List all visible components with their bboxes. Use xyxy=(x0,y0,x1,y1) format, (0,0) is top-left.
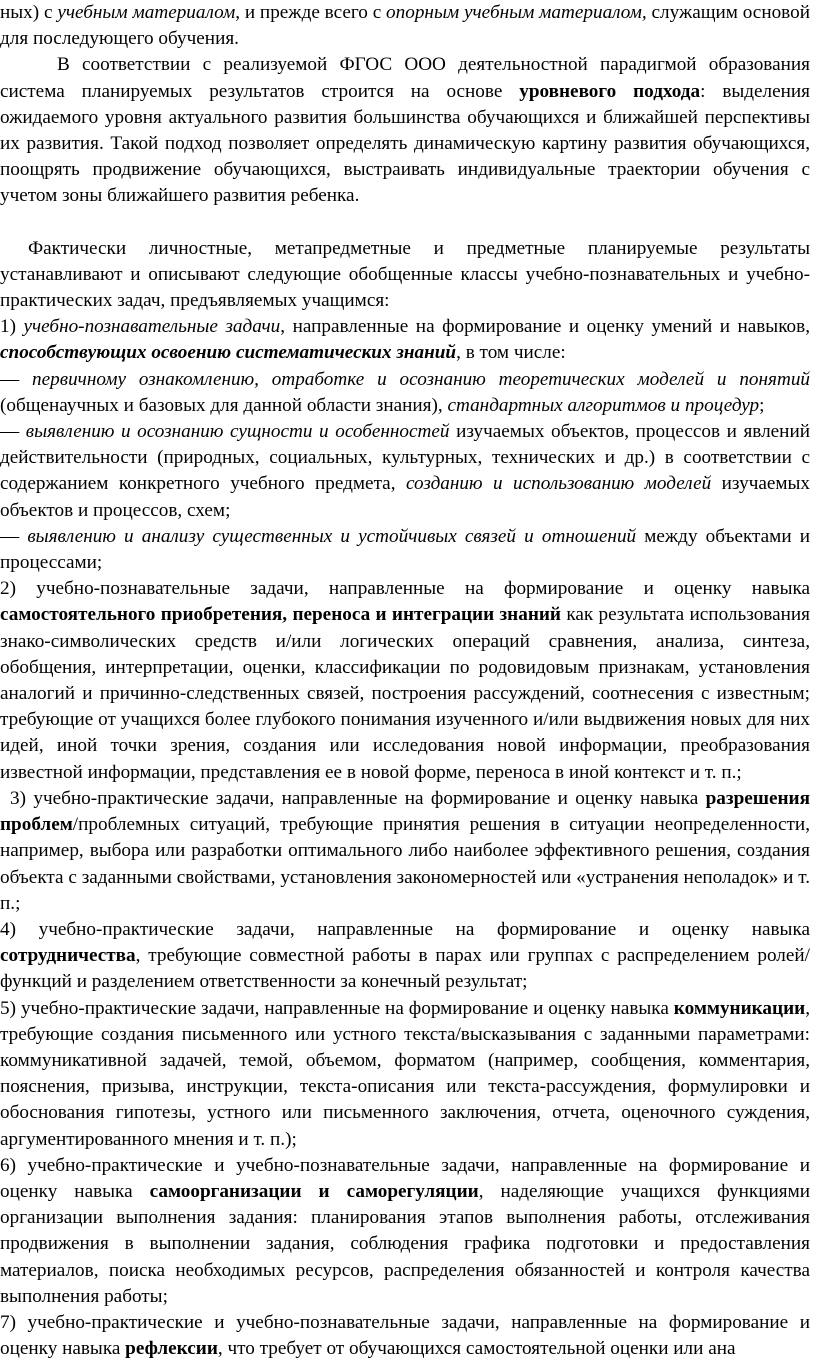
text-run: , требующие совместной работы в парах или группах с распределением ролей/функций и разделением ответственности за конечный результат; xyxy=(0,945,810,993)
text-run: изучаемых объектов и процессов, схем; xyxy=(0,473,811,521)
text-run: учебно-познавательные задачи, направленные на формирование и оценку навыка xyxy=(36,578,811,600)
bold-run: самостоятельного приобретения, переноса и интеграции знаний xyxy=(0,604,561,626)
text-run: ; xyxy=(759,394,765,416)
list-number: 7) xyxy=(0,1311,28,1333)
dash-marker: — xyxy=(0,525,28,547)
text-run: , что требует от обучающихся самостоятельной оценки или ана xyxy=(217,1338,736,1360)
bold-run: рефлексии xyxy=(125,1338,218,1360)
text-run: , направленные на формирование и оценку умений и навыков, xyxy=(280,316,810,338)
text-run: как результата использования знако-символических средств и/или логических операций сравнения, анализа, синтеза, обобщения, интерпретации, оценки, классификации по родовидовым признакам, установления аналогий и причинно-следственных связей, построения рассуждений, соотнесения с известным; требующие от учащихся более глубокого понимания изученного и/или выдвижения новых для них идей, иной точки зрения, создания или исследования новой информации, преобразования известной информации, представления ее в новой форме, переноса в иной контекст и т. п.; xyxy=(0,604,810,783)
text-run: В соответствии с реализуемой ФГОС ООО деятельностной парадигмой образования система планируемых результатов строится на основе xyxy=(0,54,810,102)
list-item-3 xyxy=(0,786,810,917)
italic-run: опорным учебным материалом, xyxy=(386,2,647,23)
list-number: 6) xyxy=(0,1154,28,1176)
list-number: 5) xyxy=(0,997,21,1019)
list-number: 1) xyxy=(0,316,24,338)
italic-run: первичному ознакомлению, отработке и осознанию теоретических моделей и понятий xyxy=(32,368,811,390)
text-run: : выделения ожидаемого уровня актуального развития большинства обучающихся и ближайшей перспективы их развития. Такой подход позволяет определять динамическую картину развития обучающихся, поощрять продвижение обучающихся, выстраивать индивидуальные траектории обучения с учетом зоны ближайшего развития ребенка. xyxy=(0,80,810,207)
text-run: учебно-практические и учебно-познавательные задачи, направленные на формирование и оценку навыка xyxy=(0,1311,810,1360)
italic-run: выявлению и осознанию сущности и особенностей xyxy=(25,421,450,443)
bold-run: коммуникации xyxy=(673,997,806,1019)
bold-run: разрешения проблем xyxy=(0,787,810,836)
paragraph-task-classes xyxy=(0,236,810,315)
text-run: (общенаучных и базовых для данной области знания), xyxy=(0,394,448,416)
dash-item-2 xyxy=(0,419,810,524)
bold-italic-run: способствующих освоению систематических знаний xyxy=(0,342,457,364)
list-item-2 xyxy=(0,576,810,786)
text-run: учебно-практические задачи, направленные на формирование и оценку навыка xyxy=(33,787,706,809)
bold-run: самоорганизации и саморегуляции xyxy=(149,1180,479,1202)
paragraph-level-approach xyxy=(0,52,810,209)
text-run: между объектами и процессами; xyxy=(0,525,810,574)
paragraph-continuation xyxy=(0,0,810,52)
italic-run: стандартных алгоритмов и процедур xyxy=(447,394,760,416)
bold-run: сотрудничества xyxy=(0,945,136,967)
list-item-4 xyxy=(0,917,810,996)
italic-run: созданию и использованию моделей xyxy=(405,473,712,495)
list-number: 3) xyxy=(10,787,34,809)
italic-run: учебным материалом xyxy=(57,2,236,23)
dash-item-1 xyxy=(0,367,810,419)
text-run: Фактически личностные, метапредметные и предметные планируемые результаты устанавливают и описывают следующие обобщенные классы учебно-познавательных и учебно-практических задач, предъявляемых учащимся: xyxy=(0,237,810,312)
list-number: 2) xyxy=(0,578,37,600)
text-run: , наделяющие учащихся функциями организации выполнения задания: планирования этапов выполнения работы, отслеживания продвижения в выполнении задания, соблюдения графика подготовки и предоставления материалов, поиска необходимых ресурсов, распределения обязанностей и контроля качества выполнения работы; xyxy=(0,1180,810,1307)
dash-item-3 xyxy=(0,524,810,576)
blank-line xyxy=(0,210,810,236)
list-item-6 xyxy=(0,1153,810,1310)
text-run: ных) с xyxy=(0,2,58,23)
list-item-1 xyxy=(0,314,810,366)
text-run: учебно-практические задачи, направленные на формирование и оценку навыка xyxy=(38,918,810,940)
text-run: , и прежде всего с xyxy=(235,2,387,23)
text-run: учебно-практические задачи, направленные на формирование и оценку навыка xyxy=(20,997,674,1019)
italic-run: выявлению и анализу существенных и устойчивых связей и отношений xyxy=(27,525,637,547)
text-run: учебно-практические и учебно-познавательные задачи, направленные на формирование и оценку навыка xyxy=(0,1154,810,1202)
list-item-7 xyxy=(0,1310,810,1362)
text-run: изучаемых объектов, процессов и явлений действительности (природных, социальных, культурных, технических и др.) в соответствии с содержанием конкретного учебного предмета, xyxy=(0,421,810,495)
dash-marker: — xyxy=(0,421,26,443)
italic-run: учебно-познавательные задачи xyxy=(23,316,281,338)
text-run: , требующие создания письменного или устного текста/высказывания с заданными параметрами: коммуникативной задачей, темой, объемом, форматом (например, сообщения, комментария, пояснения, призыва, инструкции, текста-описания или текста-рассуждения, формулировки и обоснования гипотезы, устного или письменного заключения, отчета, оценочного суждения, аргументированного мнения и т. п.); xyxy=(0,997,810,1150)
bold-run: уровневого подхода xyxy=(519,80,701,102)
list-number: 4) xyxy=(0,918,39,940)
list-item-5 xyxy=(0,996,810,1153)
text-run: /проблемных ситуаций, требующие принятия решения в ситуации неопределенности, например, выбора или разработки оптимального либо наиболее эффективного решения, создания объекта с заданными свойствами, установления закономерностей или «устранения неполадок» и т. п.; xyxy=(0,814,810,914)
text-run: , в том числе: xyxy=(456,342,566,364)
text-run: служащим основой для последующего обучения. xyxy=(0,2,810,50)
dash-marker: — xyxy=(0,368,33,390)
